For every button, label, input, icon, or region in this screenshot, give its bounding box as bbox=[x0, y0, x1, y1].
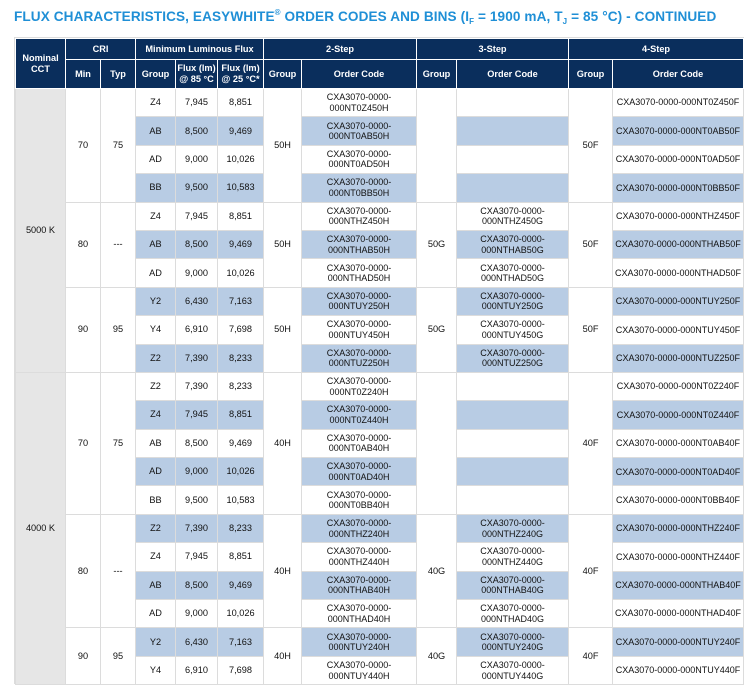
nominal-cct-cell: 5000 K bbox=[16, 89, 66, 373]
step3-order-code-cell: CXA3070-0000-000NTHZ440G bbox=[457, 543, 569, 571]
flux-table-body bbox=[16, 89, 744, 685]
step3-group-cell: 50G bbox=[417, 287, 457, 372]
step2-order-code-cell: CXA3070-0000-000NTHAD50H bbox=[302, 259, 417, 287]
step2-order-code-cell: CXA3070-0000-000NTHAB40H bbox=[302, 571, 417, 599]
flux-25-cell: 10,583 bbox=[218, 486, 264, 514]
step3-order-code-cell: CXA3070-0000-000NTUY440G bbox=[457, 656, 569, 684]
flux-85-cell: 9,500 bbox=[176, 486, 218, 514]
step2-order-code-cell: CXA3070-0000-000NTHAD40H bbox=[302, 600, 417, 628]
flux-25-cell: 10,026 bbox=[218, 145, 264, 173]
step3-order-code-cell bbox=[457, 372, 569, 400]
step3-order-code-cell: CXA3070-0000-000NTHZ450G bbox=[457, 202, 569, 230]
flux-25-cell: 7,163 bbox=[218, 287, 264, 315]
step2-order-code-cell: CXA3070-0000-000NT0Z240H bbox=[302, 372, 417, 400]
flux-group-cell: AD bbox=[136, 145, 176, 173]
step4-order-code-cell: CXA3070-0000-000NT0AB40F bbox=[613, 429, 744, 457]
flux-25-cell: 8,233 bbox=[218, 344, 264, 372]
step3-order-code-cell bbox=[457, 117, 569, 145]
step3-order-code-cell: CXA3070-0000-000NTHAB50G bbox=[457, 230, 569, 258]
step4-group-cell: 50F bbox=[569, 287, 613, 372]
step2-order-code-cell: CXA3070-0000-000NTUZ250H bbox=[302, 344, 417, 372]
flux-85-cell: 8,500 bbox=[176, 429, 218, 457]
step4-group-cell: 40F bbox=[569, 372, 613, 514]
flux-85-cell: 8,500 bbox=[176, 117, 218, 145]
step3-order-code-cell: CXA3070-0000-000NTHAD50G bbox=[457, 259, 569, 287]
flux-85-cell: 7,945 bbox=[176, 543, 218, 571]
cri-min-cell: 90 bbox=[66, 628, 101, 685]
flux-85-cell: 9,000 bbox=[176, 259, 218, 287]
step2-group-cell: 40H bbox=[264, 514, 302, 628]
table-row bbox=[16, 287, 744, 315]
step2-order-code-cell: CXA3070-0000-000NT0AD50H bbox=[302, 145, 417, 173]
flux-group-cell: Z4 bbox=[136, 202, 176, 230]
flux-85-cell: 6,910 bbox=[176, 316, 218, 344]
step2-group-cell: 50H bbox=[264, 202, 302, 287]
flux-group-cell: Z2 bbox=[136, 372, 176, 400]
flux-group-cell: Z2 bbox=[136, 344, 176, 372]
step3-order-code-cell: CXA3070-0000-000NTUY240G bbox=[457, 628, 569, 656]
header-min: Min bbox=[66, 60, 101, 89]
nominal-cct-cell: 4000 K bbox=[16, 372, 66, 684]
header-4-step-group: Group bbox=[569, 60, 613, 89]
step2-order-code-cell: CXA3070-0000-000NT0AB40H bbox=[302, 429, 417, 457]
flux-group-cell: AB bbox=[136, 117, 176, 145]
flux-25-cell: 9,469 bbox=[218, 429, 264, 457]
page-title: FLUX CHARACTERISTICS, EASYWHITE® ORDER CODES AND BINS ($I_F = 1900$ mA, $T_J = 85$ °C) - CONTINUED bbox=[14, 8, 717, 26]
cri-min-cell: 70 bbox=[66, 89, 101, 203]
cri-min-cell: 70 bbox=[66, 372, 101, 514]
step3-order-code-cell: CXA3070-0000-000NTHAD40G bbox=[457, 600, 569, 628]
flux-group-cell: Y4 bbox=[136, 316, 176, 344]
step3-group-cell: 40G bbox=[417, 514, 457, 628]
step4-order-code-cell: CXA3070-0000-000NTHAB50F bbox=[613, 230, 744, 258]
flux-25-cell: 9,469 bbox=[218, 117, 264, 145]
step2-order-code-cell: CXA3070-0000-000NTUY440H bbox=[302, 656, 417, 684]
flux-25-cell: 8,233 bbox=[218, 514, 264, 542]
step3-group-cell bbox=[417, 89, 457, 203]
flux-group-cell: Y2 bbox=[136, 287, 176, 315]
step2-order-code-cell: CXA3070-0000-000NT0AD40H bbox=[302, 458, 417, 486]
step3-group-cell: 50G bbox=[417, 202, 457, 287]
flux-group-cell: Z4 bbox=[136, 89, 176, 117]
flux-85-cell: 7,945 bbox=[176, 89, 218, 117]
step4-order-code-cell: CXA3070-0000-000NTHZ240F bbox=[613, 514, 744, 542]
flux-25-cell: 8,851 bbox=[218, 401, 264, 429]
step4-order-code-cell: CXA3070-0000-000NT0AD40F bbox=[613, 458, 744, 486]
cri-min-cell: 80 bbox=[66, 514, 101, 628]
step4-order-code-cell: CXA3070-0000-000NTUY240F bbox=[613, 628, 744, 656]
flux-25-cell: 8,851 bbox=[218, 89, 264, 117]
flux-85-cell: 7,390 bbox=[176, 344, 218, 372]
flux-table-container bbox=[14, 37, 744, 684]
step3-order-code-cell: CXA3070-0000-000NTUY250G bbox=[457, 287, 569, 315]
step3-order-code-cell: CXA3070-0000-000NTHZ240G bbox=[457, 514, 569, 542]
step2-order-code-cell: CXA3070-0000-000NTUY250H bbox=[302, 287, 417, 315]
flux-group-cell: AB bbox=[136, 230, 176, 258]
header-4-step-order-code: Order Code bbox=[613, 60, 744, 89]
cri-typ-cell: --- bbox=[101, 514, 136, 628]
flux-group-cell: BB bbox=[136, 486, 176, 514]
flux-group-cell: Y2 bbox=[136, 628, 176, 656]
step3-order-code-cell bbox=[457, 486, 569, 514]
step3-order-code-cell bbox=[457, 89, 569, 117]
step4-order-code-cell: CXA3070-0000-000NTUY440F bbox=[613, 656, 744, 684]
cri-typ-cell: 75 bbox=[101, 89, 136, 203]
cri-typ-cell: 95 bbox=[101, 628, 136, 685]
flux-group-cell: Y4 bbox=[136, 656, 176, 684]
flux-85-cell: 7,390 bbox=[176, 372, 218, 400]
step2-order-code-cell: CXA3070-0000-000NTUY240H bbox=[302, 628, 417, 656]
step4-order-code-cell: CXA3070-0000-000NTHAD40F bbox=[613, 600, 744, 628]
step2-order-code-cell: CXA3070-0000-000NTHZ440H bbox=[302, 543, 417, 571]
header-4-step: 4-Step bbox=[569, 39, 744, 60]
flux-85-cell: 6,430 bbox=[176, 287, 218, 315]
flux-25-cell: 10,026 bbox=[218, 259, 264, 287]
header-min-luminous-flux: Minimum Luminous Flux bbox=[136, 39, 264, 60]
step2-order-code-cell: CXA3070-0000-000NT0BB50H bbox=[302, 174, 417, 202]
step3-order-code-cell bbox=[457, 429, 569, 457]
step3-order-code-cell bbox=[457, 174, 569, 202]
step4-order-code-cell: CXA3070-0000-000NT0AB50F bbox=[613, 117, 744, 145]
cri-typ-cell: 95 bbox=[101, 287, 136, 372]
step2-group-cell: 40H bbox=[264, 372, 302, 514]
step3-order-code-cell: CXA3070-0000-000NTUY450G bbox=[457, 316, 569, 344]
flux-25-cell: 9,469 bbox=[218, 230, 264, 258]
step4-order-code-cell: CXA3070-0000-000NTHAD50F bbox=[613, 259, 744, 287]
flux-25-cell: 7,698 bbox=[218, 316, 264, 344]
step3-order-code-cell: CXA3070-0000-000NTUZ250G bbox=[457, 344, 569, 372]
step4-order-code-cell: CXA3070-0000-000NTHAB40F bbox=[613, 571, 744, 599]
flux-85-cell: 7,945 bbox=[176, 202, 218, 230]
flux-25-cell: 8,851 bbox=[218, 202, 264, 230]
cri-min-cell: 80 bbox=[66, 202, 101, 287]
step4-order-code-cell: CXA3070-0000-000NTUY450F bbox=[613, 316, 744, 344]
flux-25-cell: 8,233 bbox=[218, 372, 264, 400]
flux-group-cell: BB bbox=[136, 174, 176, 202]
table-row bbox=[16, 628, 744, 656]
step3-order-code-cell bbox=[457, 458, 569, 486]
step4-order-code-cell: CXA3070-0000-000NT0Z440F bbox=[613, 401, 744, 429]
flux-85-cell: 9,000 bbox=[176, 458, 218, 486]
header-cri: CRI bbox=[66, 39, 136, 60]
step4-group-cell: 40F bbox=[569, 628, 613, 685]
flux-25-cell: 10,026 bbox=[218, 600, 264, 628]
step3-order-code-cell bbox=[457, 145, 569, 173]
flux-85-cell: 7,390 bbox=[176, 514, 218, 542]
step4-order-code-cell: CXA3070-0000-000NTUZ250F bbox=[613, 344, 744, 372]
flux-85-cell: 9,500 bbox=[176, 174, 218, 202]
flux-group-cell: AD bbox=[136, 259, 176, 287]
header-3-step: 3-Step bbox=[417, 39, 569, 60]
step2-order-code-cell: CXA3070-0000-000NTHAB50H bbox=[302, 230, 417, 258]
flux-85-cell: 6,910 bbox=[176, 656, 218, 684]
step4-order-code-cell: CXA3070-0000-000NT0AD50F bbox=[613, 145, 744, 173]
table-row bbox=[16, 202, 744, 230]
header-3-step-group: Group bbox=[417, 60, 457, 89]
flux-85-cell: 7,945 bbox=[176, 401, 218, 429]
step2-order-code-cell: CXA3070-0000-000NTUY450H bbox=[302, 316, 417, 344]
cri-typ-cell: 75 bbox=[101, 372, 136, 514]
header-group: Group bbox=[136, 60, 176, 89]
flux-table bbox=[15, 38, 744, 685]
step4-order-code-cell: CXA3070-0000-000NTHZ450F bbox=[613, 202, 744, 230]
step4-group-cell: 40F bbox=[569, 514, 613, 628]
header-flux-25: Flux (lm) @ 25 °C* bbox=[218, 60, 264, 89]
header-3-step-order-code: Order Code bbox=[457, 60, 569, 89]
table-row bbox=[16, 514, 744, 542]
step4-order-code-cell: CXA3070-0000-000NTHZ440F bbox=[613, 543, 744, 571]
step2-order-code-cell: CXA3070-0000-000NTHZ240H bbox=[302, 514, 417, 542]
step2-group-cell: 50H bbox=[264, 89, 302, 203]
flux-group-cell: Z4 bbox=[136, 543, 176, 571]
step3-group-cell bbox=[417, 372, 457, 514]
flux-25-cell: 7,698 bbox=[218, 656, 264, 684]
flux-85-cell: 8,500 bbox=[176, 571, 218, 599]
header-2-step-order-code: Order Code bbox=[302, 60, 417, 89]
step2-order-code-cell: CXA3070-0000-000NT0Z440H bbox=[302, 401, 417, 429]
flux-group-cell: AB bbox=[136, 429, 176, 457]
flux-25-cell: 8,851 bbox=[218, 543, 264, 571]
cri-typ-cell: --- bbox=[101, 202, 136, 287]
cri-min-cell: 90 bbox=[66, 287, 101, 372]
header-typ: Typ bbox=[101, 60, 136, 89]
step2-group-cell: 40H bbox=[264, 628, 302, 685]
table-row bbox=[16, 372, 744, 400]
step2-order-code-cell: CXA3070-0000-000NT0BB40H bbox=[302, 486, 417, 514]
flux-25-cell: 10,026 bbox=[218, 458, 264, 486]
flux-85-cell: 6,430 bbox=[176, 628, 218, 656]
flux-group-cell: Z4 bbox=[136, 401, 176, 429]
step4-order-code-cell: CXA3070-0000-000NT0Z240F bbox=[613, 372, 744, 400]
flux-group-cell: AD bbox=[136, 458, 176, 486]
step2-order-code-cell: CXA3070-0000-000NT0AB50H bbox=[302, 117, 417, 145]
step3-order-code-cell: CXA3070-0000-000NTHAB40G bbox=[457, 571, 569, 599]
step4-order-code-cell: CXA3070-0000-000NT0BB50F bbox=[613, 174, 744, 202]
step4-group-cell: 50F bbox=[569, 89, 613, 203]
step3-order-code-cell bbox=[457, 401, 569, 429]
step2-order-code-cell: CXA3070-0000-000NT0Z450H bbox=[302, 89, 417, 117]
header-2-step-group: Group bbox=[264, 60, 302, 89]
table-row bbox=[16, 89, 744, 117]
step4-order-code-cell: CXA3070-0000-000NT0BB40F bbox=[613, 486, 744, 514]
header-2-step: 2-Step bbox=[264, 39, 417, 60]
step4-group-cell: 50F bbox=[569, 202, 613, 287]
flux-85-cell: 9,000 bbox=[176, 145, 218, 173]
flux-25-cell: 9,469 bbox=[218, 571, 264, 599]
header-flux-85: Flux (lm) @ 85 °C bbox=[176, 60, 218, 89]
header-nominal-cct: Nominal CCT bbox=[16, 39, 66, 89]
flux-25-cell: 10,583 bbox=[218, 174, 264, 202]
flux-group-cell: AD bbox=[136, 600, 176, 628]
flux-85-cell: 9,000 bbox=[176, 600, 218, 628]
flux-group-cell: AB bbox=[136, 571, 176, 599]
flux-85-cell: 8,500 bbox=[176, 230, 218, 258]
flux-25-cell: 7,163 bbox=[218, 628, 264, 656]
step4-order-code-cell: CXA3070-0000-000NT0Z450F bbox=[613, 89, 744, 117]
flux-group-cell: Z2 bbox=[136, 514, 176, 542]
step2-group-cell: 50H bbox=[264, 287, 302, 372]
step2-order-code-cell: CXA3070-0000-000NTHZ450H bbox=[302, 202, 417, 230]
step3-group-cell: 40G bbox=[417, 628, 457, 685]
step4-order-code-cell: CXA3070-0000-000NTUY250F bbox=[613, 287, 744, 315]
